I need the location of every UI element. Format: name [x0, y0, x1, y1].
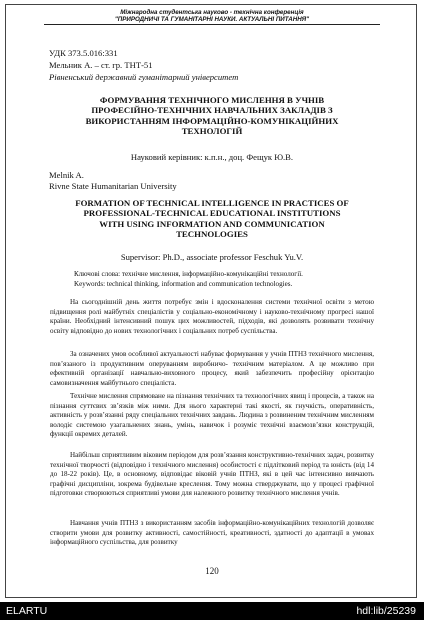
supervisor-en: Supervisor: Ph.D., associate professor Feschuk Yu.V.: [120, 252, 304, 262]
keywords-en: Keywords: technical thinking, information and communication technologies.: [74, 280, 293, 288]
udk-code: УДК 373.5.016:331: [49, 48, 118, 58]
author-ua: Мельник А. – ст. гр. ТНТ-51: [49, 60, 153, 70]
university-ua: Рівненський державний гуманітарний університет: [49, 72, 239, 82]
footer-repository-name: ELARTU: [6, 605, 48, 617]
body-paragraph: За означених умов особливої актуальності набуває формування у учнів ПТНЗ технічного мислення, пов’язаного із продуктивним оперуванням виробничо- технічним матеріалом. А це можливо при ефективній організації навчально-виховного процесу, який забезпечить професійну орієнтацію самовизначення майбутнього спеціаліста.: [50, 350, 374, 387]
body-paragraph: На сьогоднішній день життя потребує змін і вдосконалення системи технічної освіти з метою підвищення ролі майбутніх спеціалістів у соціально-економічному і науково-технічному прогресі нашої країни. Необхідний інтенсивний пошук цих можливостей, підходів, які дозволять розвивати технічну освіту відповідно до нових технологічних і соціальних потреб суспільства.: [50, 298, 374, 335]
header-rule: [44, 24, 380, 25]
title-ua-line: ВИКОРИСТАННЯМ ІНФОРМАЦІЙНО-КОМУНІКАЦІЙНИХ: [85, 115, 339, 126]
title-en-line: PROFESSIONAL-TECHNICAL EDUCATIONAL INSTITUTIONS: [83, 208, 341, 219]
footer-handle: hdl:lib/25239: [356, 605, 416, 617]
keywords-ua: Ключові слова: технічне мислення, інформаційно-комунікаційні технології.: [74, 270, 303, 278]
title-ua: [60, 95, 364, 137]
body-paragraph: Навчання учнів ПТНЗ з використанням засобів інформаційно-комунікаційних технологій дозволяє створити умови для розвитку активності, самостійності, креативності, здатності до адаптації в умовах інформаційного суспільства, для розвитку: [50, 519, 374, 547]
conference-header-line1: Міжнародна студентська науково - технічна конференція: [120, 9, 304, 16]
title-en: [60, 198, 364, 240]
body-paragraph: Найбільш сприятливим віковим періодом для розв’язання конструктивно-технічних задач, розвитку технічної творчості (відповідно і технічного мислення) особистості є підлітковий період та юність (від 14 до 18-22 років). Це, в основному, відповідає віковій учнів ПТНЗ, які в цей час інтенсивно вивчають графічні дисципліни, зокрема будівельне креслення. Тому можна стверджувати, що у процесі графічної підготовки створюються сприятливі умови для належного розвитку технічного мислення учнів.: [50, 451, 374, 498]
title-ua-line: ТЕХНОЛОГІЙ: [181, 126, 243, 137]
footer-bar: [0, 602, 424, 620]
title-ua-line: ФОРМУВАННЯ ТЕХНІЧНОГО МИСЛЕННЯ В УЧНІВ: [99, 95, 325, 105]
title-ua-line: ПРОФЕСІЙНО-ТЕХНІЧНИХ НАВЧАЛЬНИХ ЗАКЛАДІВ З: [91, 105, 333, 116]
page-number: 120: [205, 566, 219, 576]
supervisor-ua: Науковий керівник: к.п.н., доц. Фещук Ю.В.: [130, 152, 294, 162]
body-paragraph: Технічне мислення спрямоване на пізнання технічних та технологічних явищ і процесів, а також на пізнання суттєвих зв’язків між ними. Для нього характерні такі якості, як гнучкість, оперативність, активність у розв’язанні ряду спеціальних технічних завдань. Людина з розвиненим технічним мисленням володіє системою узагальнених знань, умінь, навичок і розуміє технічні взаємозв’язки конструкцій, функції окремих деталей.: [50, 392, 374, 439]
title-en-line: FORMATION OF TECHNICAL INTELLIGENCE IN PRACTICES OF: [75, 198, 349, 208]
author-en: Melnik A.: [49, 170, 84, 180]
title-en-line: TECHNOLOGIES: [176, 229, 248, 240]
conference-header-line2: "ПРИРОДНИЧІ ТА ГУМАНІТАРНІ НАУКИ. АКТУАЛЬНІ ПИТАННЯ": [114, 16, 310, 23]
title-en-line: WITH USING INFORMATION AND COMMUNICATION: [99, 218, 325, 229]
university-en: Rivne State Humanitarian University: [49, 181, 177, 191]
